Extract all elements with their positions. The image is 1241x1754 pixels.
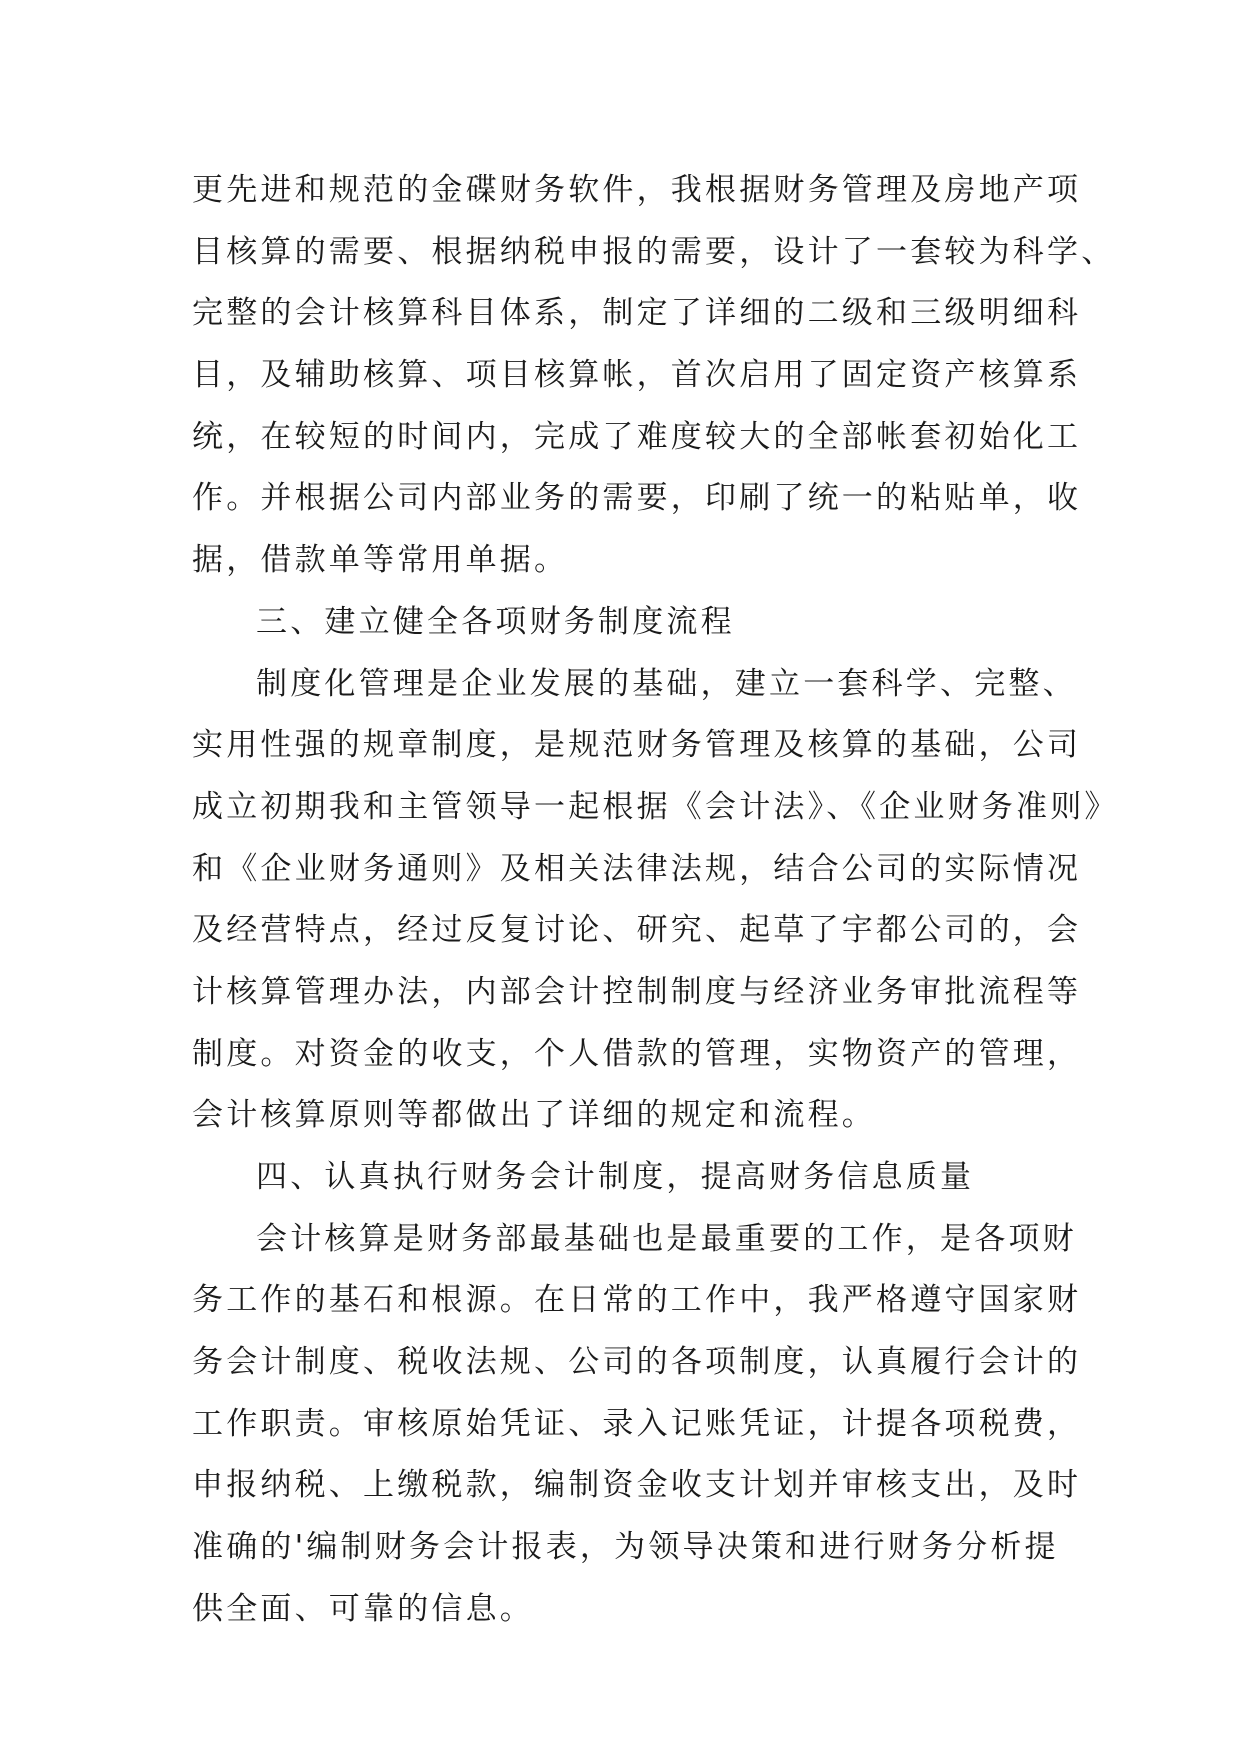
text-line: 作。并根据公司内部业务的需要，印刷了统一的粘贴单，收 xyxy=(192,480,1082,517)
text-line: 更先进和规范的金碟财务软件，我根据财务管理及房地产项 xyxy=(192,172,1082,208)
text-line: 成立初期我和主管领导一起根据《会计法》、《企业财务准则》 xyxy=(192,788,1119,825)
text-line: 完整的会计核算科目体系，制定了详细的二级和三级明细科 xyxy=(192,295,1082,332)
text-line: 工作职责。审核原始凭证、录入记账凭证，计提各项税费， xyxy=(192,1405,1082,1442)
text-line: 及经营特点，经过反复讨论、研究、起草了宇都公司的，会 xyxy=(192,912,1082,949)
text-line: 务工作的基石和根源。在日常的工作中，我严格遵守国家财 xyxy=(192,1282,1082,1319)
text-line: 务会计制度、税收法规、公司的各项制度，认真履行会计的 xyxy=(192,1344,1082,1381)
text-line: 准确的'编制财务会计报表，为领导决策和进行财务分析提 xyxy=(192,1529,1059,1566)
text-line: 供全面、可靠的信息。 xyxy=(192,1590,534,1627)
paragraph-first-line: 制度化管理是企业发展的基础，建立一套科学、完整、 xyxy=(256,665,1077,702)
text-line: 和《企业财务通则》及相关法律法规，结合公司的实际情况 xyxy=(192,850,1082,887)
text-line: 据，借款单等常用单据。 xyxy=(192,542,569,579)
text-line: 目核算的需要、根据纳税申报的需要，设计了一套较为科学、 xyxy=(192,233,1116,270)
section-heading: 四、认真执行财务会计制度，提高财务信息质量 xyxy=(256,1159,975,1195)
text-line: 会计核算原则等都做出了详细的规定和流程。 xyxy=(192,1097,876,1134)
text-line: 统，在较短的时间内，完成了难度较大的全部帐套初始化工 xyxy=(192,418,1082,455)
text-line: 实用性强的规章制度，是规范财务管理及核算的基础，公司 xyxy=(192,727,1082,764)
section-heading: 三、建立健全各项财务制度流程 xyxy=(256,603,735,640)
text-line: 申报纳税、上缴税款，编制资金收支计划并审核支出，及时 xyxy=(192,1467,1082,1504)
document-body xyxy=(192,160,1119,1641)
text-line: 制度。对资金的收支，个人借款的管理，实物资产的管理， xyxy=(192,1035,1082,1072)
paragraph-first-line: 会计核算是财务部最基础也是最重要的工作，是各项财 xyxy=(256,1220,1077,1257)
text-line: 目，及辅助核算、项目核算帐，首次启用了固定资产核算系 xyxy=(192,357,1082,394)
text-line: 计核算管理办法，内部会计控制制度与经济业务审批流程等 xyxy=(192,973,1082,1010)
